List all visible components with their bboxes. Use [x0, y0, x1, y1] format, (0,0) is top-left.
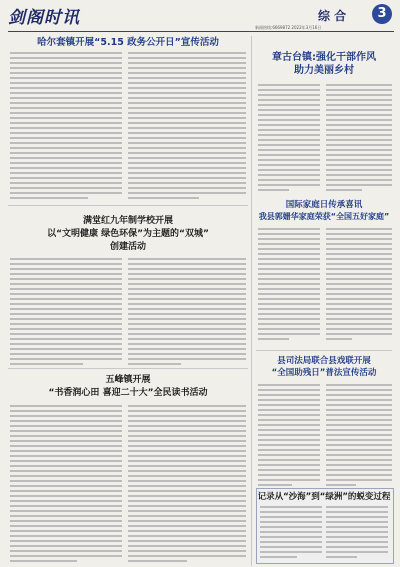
article-body-text: [326, 384, 392, 489]
article-body-text: [326, 506, 388, 561]
newspaper-logo: 剑阁时讯: [8, 8, 80, 28]
article-headline: 哈尔套镇开展“5.15 政务公开日”宣传活动: [37, 37, 219, 48]
edition-info: 新闻热线:6669872 2022年3月16日: [255, 25, 322, 30]
article-headline-line: 五峰镇开展: [105, 375, 151, 385]
article-body-text: [128, 405, 246, 565]
page-number-badge: 3: [372, 4, 392, 24]
section-divider: [8, 205, 248, 206]
article-headline-line: 满堂红九年制学校开展: [82, 216, 173, 226]
article-body-text: [258, 228, 320, 343]
article-headline-line: 县司法局联合县戏联开展: [277, 356, 371, 366]
article-body-text: [128, 52, 246, 202]
article-headline-line: 助力美丽乡村: [294, 65, 354, 76]
article-body-text: [326, 228, 392, 343]
article-body-text: [10, 52, 122, 202]
article-headline: 记录从“沙海”到“绿洲”的蜕变过程: [257, 492, 391, 502]
masthead: [0, 0, 400, 34]
article-body-text: [260, 506, 322, 561]
article-body-text: [258, 84, 320, 194]
section-divider: [256, 350, 392, 351]
article-body-text: [10, 405, 122, 565]
article-body-text: [326, 84, 392, 194]
article-headline-line: “书香润心田 喜迎二十大”全民读书活动: [48, 388, 208, 398]
column-divider: [251, 36, 252, 566]
article-body-text: [10, 258, 122, 368]
article-headline-line: 国际家庭日传承喜讯: [285, 200, 363, 210]
article-body-text: [258, 384, 320, 489]
article-headline-line: 章古台镇:强化干部作风: [272, 52, 376, 63]
section-divider: [8, 368, 248, 369]
article-headline-line: “全国助残日”普法宣传活动: [271, 368, 377, 378]
article-body-text: [128, 258, 246, 368]
article-headline-line: 创建活动: [109, 242, 146, 252]
section-name: 综 合: [318, 9, 347, 23]
article-headline-line: 我县郭姗华家庭荣获“全国五好家庭”: [258, 212, 390, 221]
article-headline-line: 以“文明健康 绿色环保”为主题的“双城”: [47, 229, 209, 239]
masthead-rule: [8, 31, 394, 32]
